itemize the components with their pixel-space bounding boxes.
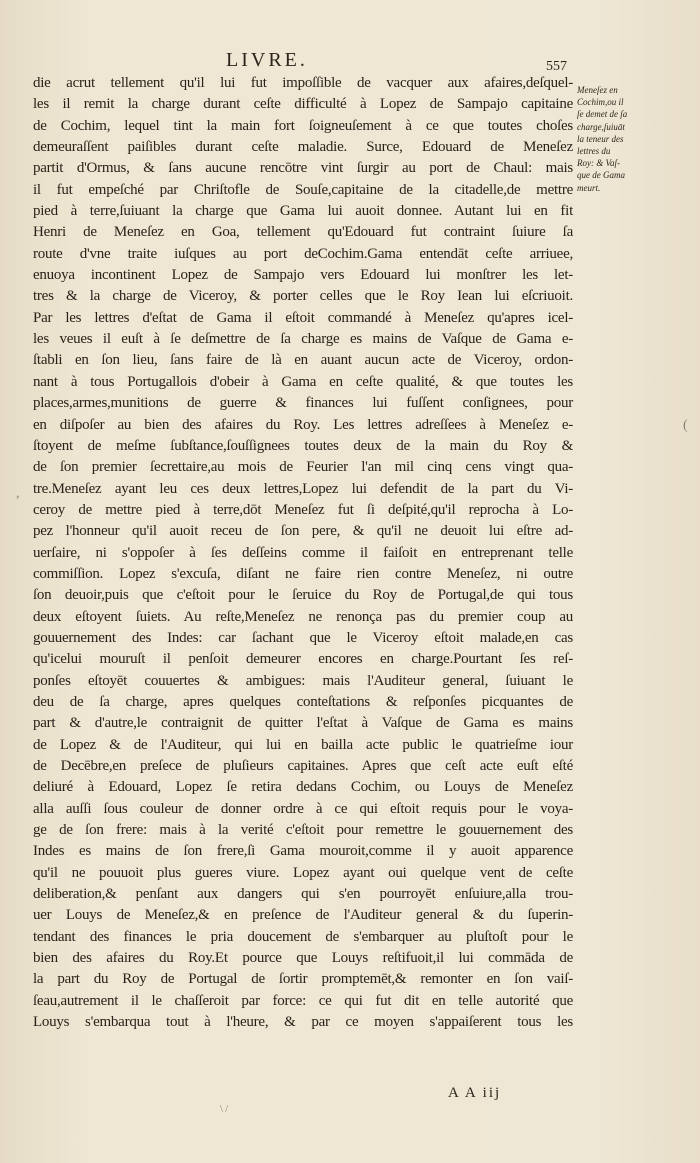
text-line: pez l'honneur qu'il auoit receu de ſon pere, & qu'il ne deuoit lui eſtre ad- (33, 523, 573, 540)
text-line: deliberation,& penſant aux dangers qui s'en pourroyēt enſuiure,alla trou- (33, 886, 573, 903)
text-line: qu'icelui mouruſt il penſoit demeurer encores en charge.Pourtant ſes reſ- (33, 651, 573, 668)
text-line: deu de ſa charge, apres quelques conteſtations & reſponſes picquantes de (33, 693, 573, 710)
margin-note-line: Cochim,ou il (577, 97, 624, 108)
text-line: deliuré à Edouard, Lopez ſe retira dedans Cochim, ou Louys de Meneſez (33, 779, 573, 796)
text-line: Par les lettres d'eſtat de Gama il eſtoit commandé à Meneſez qu'apres icel- (33, 309, 573, 326)
margin-note-line: Roy: & Vaſ- (577, 158, 620, 169)
text-line: Indes es mains de ſon frere,ſi Gama mouroit,comme il y auoit apparence (33, 843, 573, 860)
text-line: ſtabli en ſon lieu, ſans faire de là en auant aucun acte de Viceroy, ordon- (33, 352, 573, 369)
text-line: ge de ſon frere: mais à la verité c'eſtoit pour remettre le gouuernement des (33, 822, 573, 839)
page-number: 557 (546, 59, 567, 74)
text-line: tendant des finances le pria doucement de s'embarquer au pluſtoſt pour le (33, 928, 573, 945)
text-line: uer Louys de Meneſez,& en preſence de l'Auditeur general & du ſuperin- (33, 907, 573, 924)
text-line: tre.Meneſez ayant leu ces deux lettres,Lopez lui defendit de la part du Vi- (33, 480, 573, 497)
body-text (33, 73, 573, 1033)
margin-note-line: lettres du (577, 146, 611, 157)
text-line: de Decēbre,en preſece de pluſieurs capitaines. Apres que ceſt acte euſt eſté (33, 758, 573, 774)
text-line: en diſpoſer au bien des afaires du Roy. Les lettres adreſſees à Meneſez e- (33, 416, 573, 433)
running-title: LIVRE. (226, 49, 308, 71)
text-line: ſeau,autrement il le chaſſeroit par force: ce qui fut dit en telle autorité que (33, 992, 573, 1009)
text-line: partit d'Ormus, & ſans aucune rencōtre vint ſurgir au port de Chaul: mais (33, 160, 573, 177)
margin-note-line: charge,ſuiuāt (577, 121, 625, 132)
text-line: uerſaire, ni s'oppoſer à ſes deſſeins comme il faiſoit en entreprenant telle (33, 544, 573, 561)
text-line: les il remit la charge durant ceſte difficulté à Lopez de Sampajo capitaine (33, 96, 573, 113)
text-line: route d'vne traite iuſques au port deCochim.Gama entendāt ceſte arriuee, (33, 245, 573, 262)
text-line: ceroy de mettre pied à terre,dōt Meneſez fut ſi deſpité,qu'il reprocha à Lo- (33, 501, 573, 518)
margin-note (577, 84, 677, 194)
text-line: demeuraſſent paiſibles durant ceſte maladie. Surce, Edouard de Meneſez (33, 139, 573, 156)
text-line: qu'il ne pouuoit plus gueres viure. Lopez ayant oui quelque vent de ceſte (33, 864, 573, 881)
edge-mark: \ / (220, 1104, 229, 1115)
margin-note-line: meurt. (577, 182, 601, 193)
text-line: ſon deuoir,puis que c'eſtoit pour le ſeruice du Roy de Portugal,de qui tous (33, 587, 573, 604)
text-line: de ſon premier ſecrettaire,au mois de Feurier l'an mil cinq cens vingt qua- (33, 459, 573, 476)
text-line: les veues il euſt à ſe deſmettre de ſa charge es mains de Vaſque de Gama e- (33, 331, 573, 348)
text-line: commiſſion. Lopez s'excuſa, diſant ne faire rien contre Meneſez, ni outre (33, 565, 573, 582)
text-line: nant à tous Portugallois d'obeir à Gama en ceſte qualité, & que toutes les (33, 373, 573, 390)
text-line: alla auſſi ſous couleur de donner ordre à ce qui eſtoit requis pour le voya- (33, 800, 573, 817)
text-line: ponſes eſtoyēt couuertes & ambigues: mais l'Auditeur general, ſuiuant le (33, 672, 573, 689)
text-line: de Lopez & de l'Auditeur, qui lui en bailla acte public le quatrieſme iour (33, 736, 573, 753)
text-line: enuoya incontinent Lopez de Sampajo vers Edouard lui monſtrer les let- (33, 267, 573, 284)
text-line: Louys s'embarqua tout à l'heure, & par ce moyen s'appaiſerent tous les (33, 1014, 573, 1031)
text-line: bien des afaires du Roy.Et pource que Louys reſtifuoit,il lui commāda de (33, 950, 573, 967)
text-line: ſtoyent de meſme ſubſtance,ſouſſignees toutes deux de la main du Roy & (33, 437, 573, 454)
signature-mark: A A iij (448, 1085, 502, 1101)
text-line: tres & la charge de Viceroy, & porter celles que le Roy Iean lui eſcriuoit. (33, 288, 573, 305)
text-line: Henri de Meneſez en Goa, tellement qu'Edouard fut contraint ſuiure ſa (33, 224, 573, 241)
margin-note-line: Meneſez en (577, 85, 618, 95)
text-line: deux eſtoyent ſuiets. Au reſte,Meneſez ne renonça pas du premier coup au (33, 608, 573, 625)
text-line: de Cochim, lequel tint la main fort ſoigneuſement à ce que toutes choſes (33, 117, 573, 134)
text-line: la part du Roy de Portugal de ſortir promptemēt,& remonter en ſon vaiſ- (33, 971, 573, 988)
text-line: il fut empeſché par Chriſtofle de Souſe,capitaine de la citadelle,de mettre (33, 181, 573, 198)
margin-note-line: que de Gama (577, 170, 625, 181)
text-line: gouuernement des Indes: car ſachant que le Viceroy eſtoit malade,en cas (33, 629, 573, 646)
edge-mark: , (16, 486, 20, 501)
text-line: die acrut tellement qu'il lui fut impoſſible de vacquer aux afaires,deſquel- (33, 75, 573, 91)
margin-note-line: la teneur des (577, 133, 624, 144)
text-line: pied à terre,ſuiuant la charge que Gama lui auoit donnee. Autant lui en fit (33, 203, 573, 220)
text-line: places,armes,munitions de guerre & finances lui fuſſent conſignees, pour (33, 395, 573, 412)
margin-note-line: ſe demet de ſa (577, 109, 628, 120)
edge-mark: ( (683, 418, 688, 433)
text-line: part & d'autre,le contraignit de quitter l'eſtat à Vaſque de Gama es mains (33, 715, 573, 732)
